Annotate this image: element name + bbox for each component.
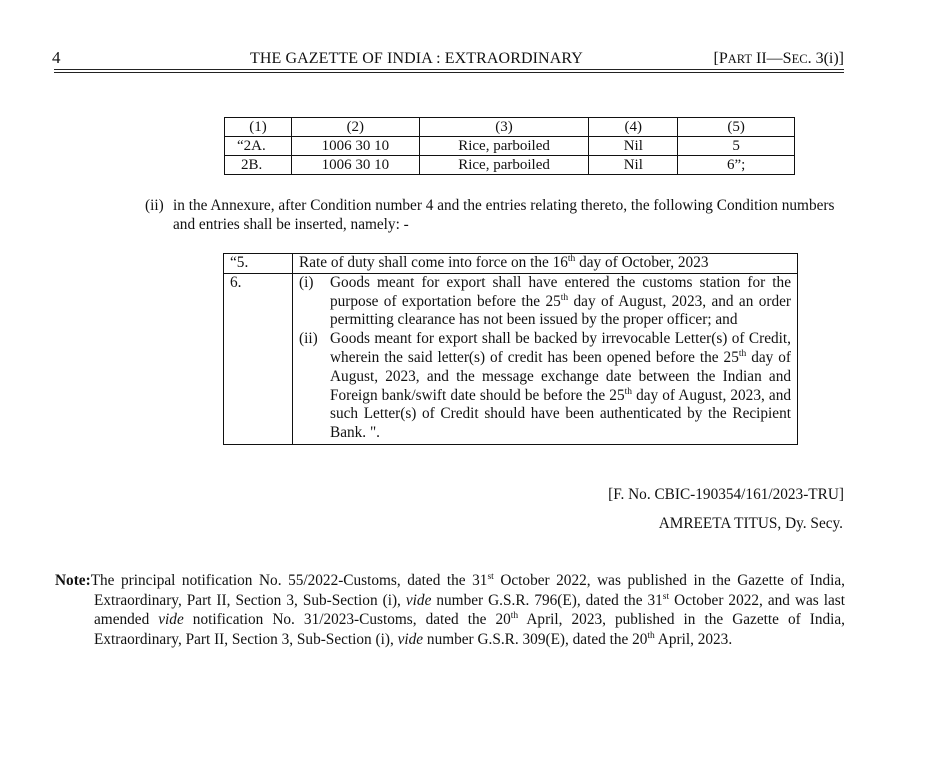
table-cell: 6”;	[678, 156, 795, 175]
superscript: th	[560, 292, 569, 303]
table-cell: 1006 30 10	[291, 137, 419, 156]
table-header-cell: (1)	[225, 118, 292, 137]
table-cell: “2A.	[225, 137, 292, 156]
text-part: Goods meant for export shall be backed by irrevocable Letter(s) of Credit, wherein the said letter(s) of credit has been opened before the 25	[330, 330, 791, 366]
superscript: th	[567, 254, 576, 264]
table-row	[224, 254, 798, 274]
table-cell: Nil	[589, 137, 678, 156]
table-row	[224, 273, 798, 444]
table-cell: Rice, parboiled	[419, 156, 589, 175]
text-part: number G.S.R. 796(E), dated the 31	[431, 591, 663, 609]
note-label: Note:	[55, 572, 91, 589]
sub-item-number: (ii)	[299, 330, 318, 348]
table-cell: 2B.	[225, 156, 292, 175]
sub-item-text	[330, 330, 791, 443]
condition-text	[293, 273, 798, 444]
text-part: day of August, 2023, and the message exchange date between the Indian and Foreign bank/swift date should be before the 25	[330, 348, 791, 404]
superscript: th	[738, 348, 747, 359]
text-part: day of August, 2023, and an order permitting clearance has not been issued by the proper officer; and	[330, 292, 791, 329]
sub-item-text	[330, 274, 791, 330]
table-row	[225, 156, 795, 175]
condition-number: “5.	[224, 254, 293, 274]
paragraph-number: (ii)	[145, 197, 164, 214]
table-cell: 1006 30 10	[291, 156, 419, 175]
tariff-table	[224, 117, 795, 175]
note-paragraph	[55, 571, 845, 649]
header-rule-thin	[54, 72, 844, 73]
superscript: th	[647, 630, 655, 641]
text-part: number G.S.R. 309(E), dated the 20	[423, 630, 648, 648]
table-header-cell: (4)	[589, 118, 678, 137]
table-row	[225, 137, 795, 156]
conditions-table	[223, 253, 798, 445]
signatory: AMREETA TITUS, Dy. Secy.	[658, 515, 843, 532]
table-header-row	[225, 118, 795, 137]
text-part: notification No. 31/2023-Customs, dated the 20	[183, 611, 511, 628]
part-prefix: [P	[713, 50, 728, 67]
italic-text: vide	[397, 630, 424, 648]
text-part: April, 2023.	[654, 630, 733, 648]
part-sc2: EC	[791, 52, 808, 66]
part-sc1: ART	[727, 52, 753, 66]
header-rule	[54, 69, 844, 70]
note-body	[55, 571, 845, 649]
sub-item	[299, 274, 791, 330]
superscript: th	[624, 386, 632, 397]
condition-text-part: Rate of duty shall come into force on the 16	[299, 254, 568, 271]
sub-item	[299, 330, 791, 443]
table-header-cell: (3)	[419, 118, 589, 137]
text-part: The principal notification No. 55/2022-Customs, dated the 31	[90, 572, 488, 589]
text-part: Goods meant for export shall have entered the customs station for the purpose of exportation before the 25	[330, 273, 791, 310]
part-suffix: . 3(i)]	[807, 50, 844, 67]
text-part: April, 2023, published in the Gazette of India, Extraordinary, Part II, Section 3, Sub-Section (i),	[94, 611, 845, 648]
italic-text: vide	[158, 611, 184, 628]
text-part: October 2022, and was last amended	[94, 591, 845, 628]
part-section	[714, 50, 844, 68]
file-number: [F. No. CBIC-190354/161/2023-TRU]	[608, 486, 844, 503]
table-header-cell: (5)	[678, 118, 795, 137]
superscript: st	[487, 572, 494, 582]
condition-number: 6.	[224, 273, 293, 444]
text-part: October 2022, was published in the Gazette of India, Extraordinary, Part II, Section 3, Sub-Section (i),	[94, 572, 845, 609]
page-number: 4	[52, 48, 61, 67]
text-part: day of August, 2023, and such Letter(s) of Credit should have been authenticated by the Recipient Bank. ".	[330, 386, 791, 442]
part-mid: II—S	[752, 50, 792, 67]
condition-text	[293, 254, 798, 274]
sub-item-number: (i)	[299, 273, 314, 291]
superscript: th	[510, 611, 519, 621]
gazette-title: THE GAZETTE OF INDIA : EXTRAORDINARY	[250, 50, 583, 67]
italic-text: vide	[405, 591, 432, 609]
paragraph-text: in the Annexure, after Condition number 4 and the entries relating thereto, the following Condition numbers and entries shall be inserted, namely: -	[173, 197, 835, 233]
table-cell: 5	[678, 137, 795, 156]
superscript: st	[662, 591, 670, 602]
paragraph-ii	[145, 197, 845, 234]
table-cell: Nil	[589, 156, 678, 175]
condition-text-part: day of October, 2023	[575, 254, 709, 271]
table-cell: Rice, parboiled	[419, 137, 589, 156]
table-header-cell: (2)	[291, 118, 419, 137]
